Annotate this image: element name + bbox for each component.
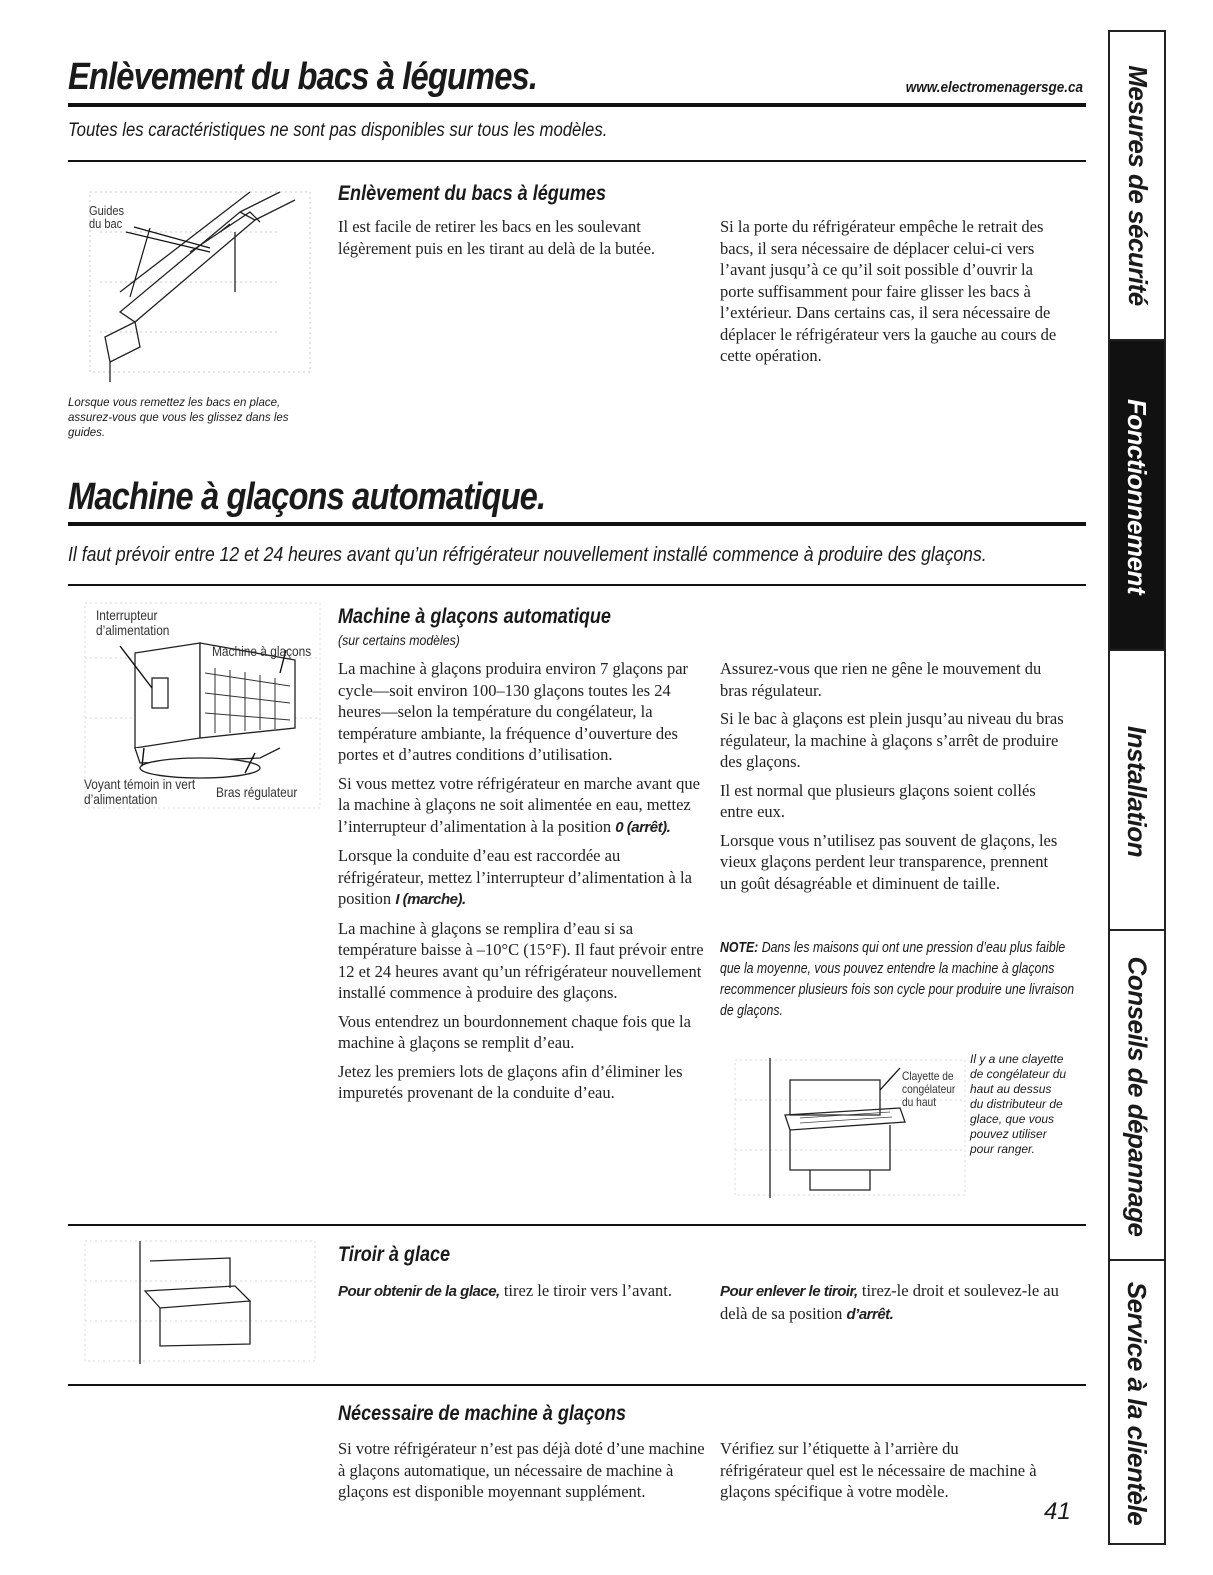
section-sidebar — [1108, 30, 1166, 1545]
icemaker-text-right: Assurez-vous que rien ne gêne le mouvement du bras régulateur. Si le bac à glaçons est plein jusqu’au niveau du bras régulateur, la machine à glaçons s’arrêt de produire des glaçons. Il est normal que plusieurs glaçons soient collés entre eux. Lorsque vous n’utilisez pas souvent de glaçons, les vieux glaçons perdent leur transparence, prennent un goût désagréable et diminuent de taille. — [720, 659, 1064, 893]
section-rule — [68, 522, 1086, 526]
page-subtitle: Toutes les caractéristiques ne sont pas disponibles sur tous les modèles. — [68, 120, 608, 141]
divider — [68, 1224, 1086, 1226]
ice-drawer-text-left: Pour obtenir de la glace, tirez le tiroir vers l’avant. — [338, 1281, 672, 1300]
feeler-arm-label: Bras régulateur — [216, 784, 298, 800]
power-switch-label: Interrupteur d’alimentation — [96, 607, 170, 638]
kit-text-right: Vérifiez sur l’étiquette à l’arrière du réfrigérateur quel est le nécessaire de machine à glaçons spécifique à votre modèle. — [720, 1439, 1037, 1501]
title-rule — [68, 103, 1086, 107]
icemaker-section-subtitle: Il faut prévoir entre 12 et 24 heures avant qu’un réfrigérateur nouvellement installé commence à produire des glaçons. — [68, 544, 987, 566]
bin-caption: Lorsque vous remettez les bacs en place, assurez-vous que vous les glissez dans les guides. — [68, 397, 289, 439]
shelf-caption: Il y a une clayette de congélateur du haut au dessus du distributeur de glace, que vous pouvez utiliser pour ranger. — [970, 1052, 1067, 1156]
page-title: Enlèvement du bacs à légumes. — [68, 56, 538, 98]
divider — [68, 1384, 1086, 1386]
tab-safety[interactable]: Mesures de sécurité — [1122, 65, 1153, 306]
icemaker-section-title: Machine à glaçons automatique. — [68, 476, 546, 518]
tab-operation[interactable]: Fonctionnement — [1110, 339, 1164, 651]
page-number: 41 — [1044, 1498, 1071, 1525]
models-note: (sur certains modèles) — [338, 632, 460, 648]
kit-heading: Nécessaire de machine à glaçons — [338, 1402, 627, 1425]
website-url[interactable]: www.electromenagersge.ca — [905, 79, 1083, 96]
icemaker-text-left: La machine à glaçons produira environ 7 glaçons par cycle—soit environ 100–130 glaçons toutes les 24 heures—selon la température du congélateur, la température ambiante, la fréquence d’ouverture des portes et d’autres conditions d’utilisation. Si vous mettez votre réfrigérateur en marche avant que la machine à glaçons ne soit alimentée en eau, mettez l’interrupteur d’alimentation à la position 0 (arrêt). Lorsque la conduite d’eau est raccordée au réfrigérateur, mettez l’interrupteur d’alimentation à la position I (marche). La machine à glaçons se remplira d’eau si sa température baisse à –10°C (15°F). Il faut prévoir entre 12 et 24 heures avant qu’un réfrigérateur nouvellement installé commence à produire des glaçons. Vous entendrez un bourdonnement chaque fois que la machine à glaçons se remplit d’eau. Jetez les premiers lots de glaçons afin d’éliminer les impuretés provenant de la conduite d’eau. — [338, 659, 704, 1102]
ice-drawer-diagram — [80, 1236, 320, 1366]
ice-drawer-heading: Tiroir à glace — [338, 1243, 451, 1266]
icemaker-label: Machine à glaçons — [212, 643, 312, 659]
icemaker-note: NOTE: Dans les maisons qui ont une pression d’eau plus faible que la moyenne, vous pouvez entendre la machine à glaçons recommencer plusieurs fois son cycle pour produire une livraison de glaçons. — [720, 939, 1075, 1019]
ice-drawer-text-right: Pour enlever le tiroir, tirez-le droit et soulevez-le au delà de sa position d’arrêt. — [720, 1281, 1059, 1323]
divider — [68, 160, 1086, 162]
bins-text-left: Il est facile de retirer les bacs en les soulevant légèrement puis en les tirant au delà de la butée. — [338, 217, 656, 258]
bins-heading: Enlèvement du bacs à légumes — [338, 182, 606, 205]
kit-text-left: Si votre réfrigérateur n’est pas déjà doté d’une machine à glaçons automatique, un nécessaire de machine à glaçons est disponible moyennant supplément. — [338, 1439, 705, 1501]
power-light-label: Voyant témoin in vert d’alimentation — [84, 776, 196, 807]
tab-installation[interactable]: Installation — [1110, 649, 1164, 931]
bins-text-right: Si la porte du réfrigérateur empêche le retrait des bacs, il sera nécessaire de déplacer celui-ci vers l’avant jusqu’à ce qu’il soit possible d’ouvrir la porte suffisamment pour faire glisser les bacs à l’extérieur. Dans certains cas, il sera nécessaire de déplacer le réfrigérateur vers la gauche au cours de cette opération. — [720, 217, 1057, 365]
bin-guides-label: Guides du bac — [89, 203, 125, 231]
tab-troubleshooting[interactable]: Conseils de dépannage — [1110, 929, 1164, 1261]
tab-customer-service[interactable]: Service à la clientèle — [1110, 1259, 1164, 1545]
icemaker-heading: Machine à glaçons automatique — [338, 605, 611, 628]
shelf-label: Clayette de congélateur du haut — [902, 1069, 956, 1109]
divider — [68, 584, 1086, 586]
